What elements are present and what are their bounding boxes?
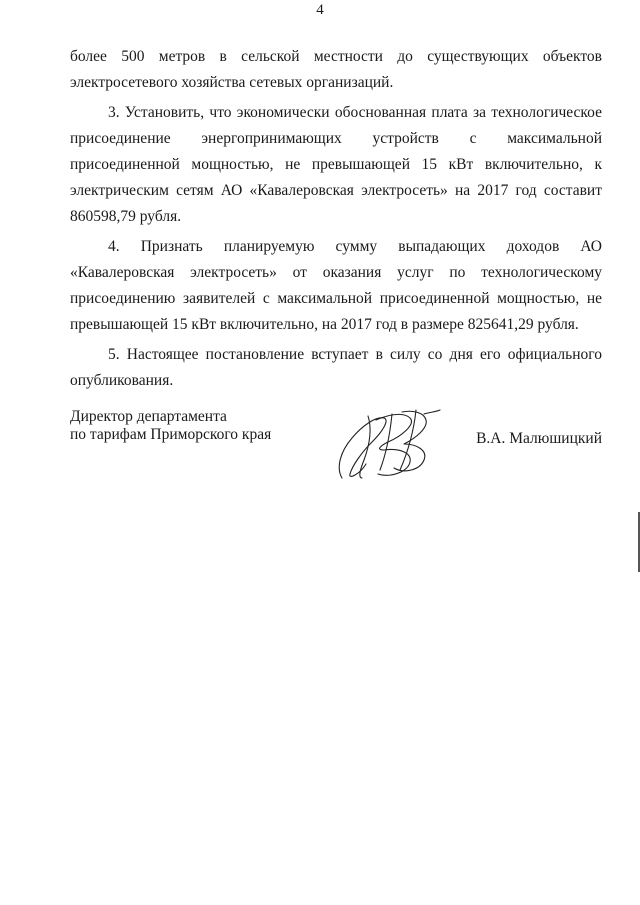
paragraph-item-4: 4. Признать планируемую сумму выпадающих доходов АО «Кавалеровская электросеть» от оказания услуг по технологическому присоединению заявителей с максимальной присоединенной мощностью, не превышающей 15 кВт включительно, на 2017 год в размере 825641,29 рубля.: [70, 238, 602, 333]
signatory-title: [70, 408, 271, 444]
document-body: [70, 44, 602, 398]
signature-block: [70, 408, 602, 488]
signatory-name: В.А. Малюшицкий: [476, 430, 602, 447]
signatory-title-line-2: по тарифам Приморского края: [70, 426, 272, 443]
paragraph-continuation: более 500 метров в сельской местности до существующих объектов электросетевого хозяйства сетевых организаций.: [70, 48, 602, 91]
handwritten-signature: [332, 408, 442, 480]
signatory-title-line-1: Директор департамента: [70, 408, 227, 425]
paragraph-item-3: 3. Установить, что экономически обоснованная плата за технологическое присоединение энергопринимающих устройств с максимальной присоединенной мощностью, не превышающей 15 кВт включительно, к электрическим сетям АО «Кавалеровская электросеть» на 2017 год составит 860598,79 рубля.: [70, 104, 602, 225]
paragraph-item-5: 5. Настоящее постановление вступает в силу со дня его официального опубликования.: [70, 346, 602, 389]
page-number: 4: [316, 2, 324, 18]
